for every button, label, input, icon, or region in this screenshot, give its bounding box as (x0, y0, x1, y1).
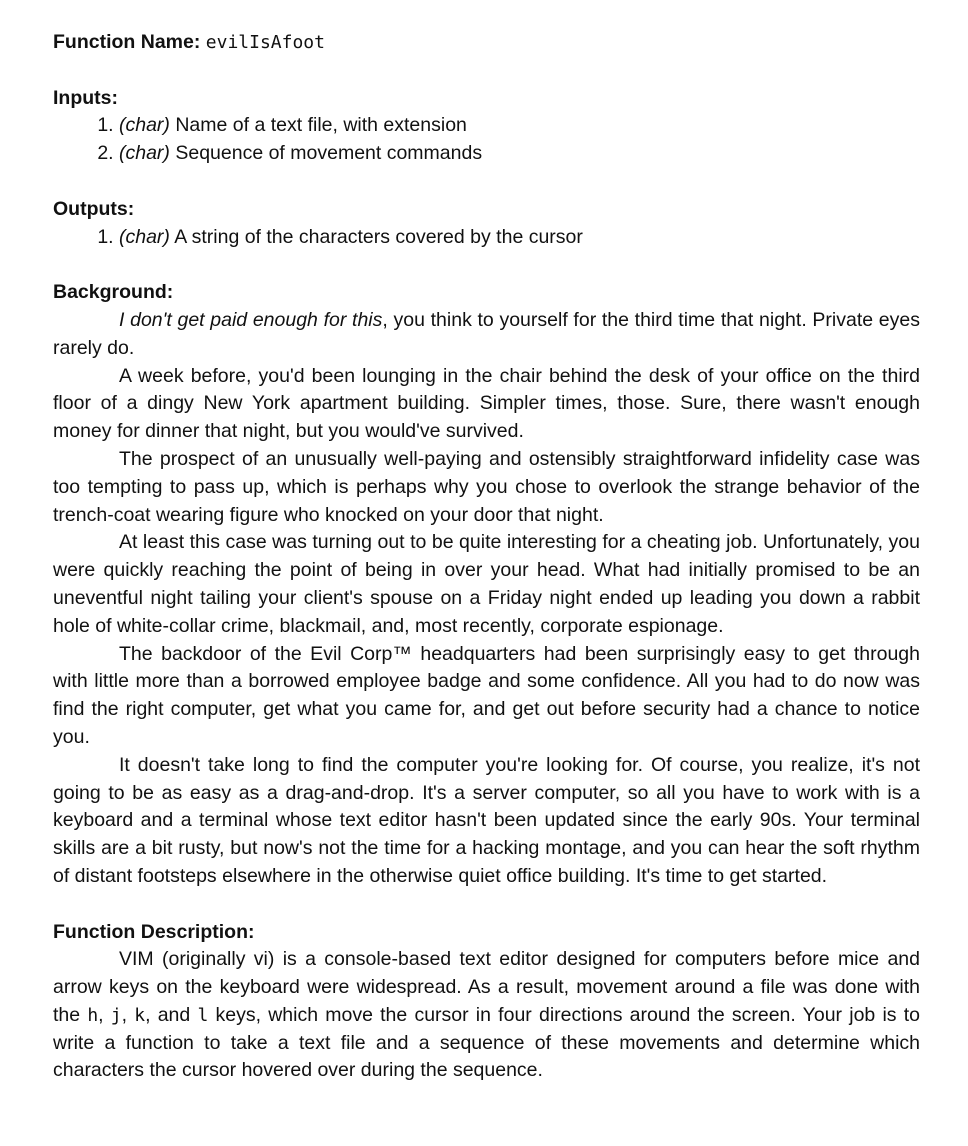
inputs-heading: Inputs: (53, 86, 118, 109)
background-paragraph-2: A week before, you'd been lounging in the chair behind the desk of your office on the third floor of a dingy New York apartment building. Simpler times, those. Sure, there wasn't enough money for dinner that night, but you would've survived. (53, 364, 920, 443)
outputs-list (53, 224, 920, 252)
inputs-list (53, 112, 920, 168)
background-italic-phrase: I don't get paid enough for this (119, 308, 383, 331)
background-paragraph-5: The backdoor of the Evil Corp™ headquarters had been surprisingly easy to get through with little more than a borrowed employee badge and some confidence. All you had to do now was find the right computer, get what you came for, and get out before security had a chance to notice you. (53, 642, 920, 748)
key-l: l (197, 1004, 209, 1026)
input-type: (char) (119, 114, 170, 137)
function-name-label: Function Name: (53, 31, 201, 53)
background-paragraph-3: The prospect of an unusually well-paying and ostensibly straightforward infidelity case was too tempting to pass up, which is perhaps why you chose to overlook the strange behavior of the trench-coat wearing figure who knocked on your door that night. (53, 447, 920, 526)
background-paragraph-4: At least this case was turning out to be quite interesting for a cheating job. Unfortunately, you were quickly reaching the point of being in over your head. What had initially promised to be an uneventful night tailing your client's spouse on a Friday night ended up leading you down a rabbit hole of white-collar crime, blackmail, and, most recently, corporate espionage. (53, 531, 920, 637)
background-paragraph-6: It doesn't take long to find the computer you're looking for. Of course, you realize, it's not going to be as easy as a drag-and-drop. It's a server computer, so all you have to work with is a keyboard and a terminal whose text editor hasn't been updated since the early 90s. Your terminal skills are a bit rusty, but now's not the time for a hacking montage, and you can hear the soft rhythm of distant footsteps elsewhere in the otherwise quiet office building. It's time to get started. (53, 753, 920, 887)
key-h: h (87, 1004, 99, 1026)
background-paragraph-1 (53, 307, 920, 363)
description-heading: Function Description: (53, 920, 255, 943)
input-text: Name of a text file, with extension (169, 114, 467, 137)
key-k: k (134, 1004, 146, 1026)
output-text: A string of the characters covered by the cursor (169, 225, 583, 248)
description-sep: , (98, 1003, 111, 1026)
background-p1-rest: , you think to yourself for the third time that night. Private eyes rarely do. (53, 308, 920, 359)
description-sep: , (121, 1003, 135, 1026)
description-paragraph (53, 946, 920, 1085)
description-text-b: keys, which move the cursor in four directions around the screen. Your job is to write a function to take a text file and a sequence of these movements and determine which characters the cursor hovered over during the sequence. (53, 1003, 921, 1082)
function-name-value: evilIsAfoot (205, 32, 325, 53)
key-j: j (110, 1004, 122, 1026)
description-sep: , and (145, 1003, 198, 1026)
list-item (119, 224, 920, 252)
background-heading: Background: (53, 281, 174, 304)
function-name-line (53, 29, 920, 57)
list-item (119, 140, 920, 168)
outputs-heading: Outputs: (53, 197, 135, 220)
output-type: (char) (119, 225, 170, 248)
list-item (119, 112, 920, 140)
input-type: (char) (119, 142, 170, 165)
input-text: Sequence of movement commands (169, 142, 483, 165)
description-text-a: VIM (originally vi) is a console-based text editor designed for computers before mice and arrow keys on the keyboard were widespread. As a result, movement around a file was done with the (53, 948, 920, 1026)
